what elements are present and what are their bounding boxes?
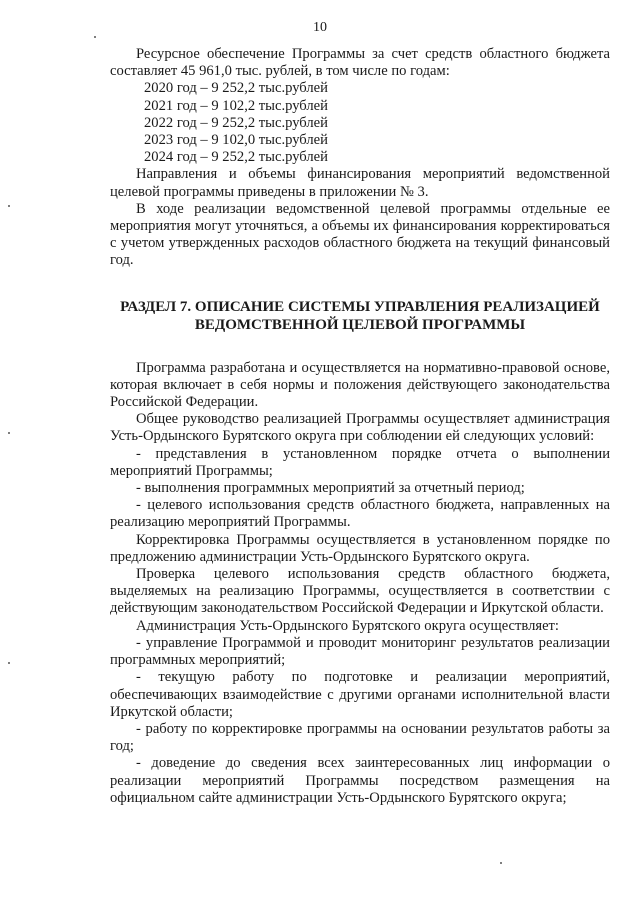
duty-item: - управление Программой и проводит мониторинг результатов реализации программных мероприятий; (110, 634, 610, 669)
scan-speck (500, 862, 502, 864)
general-management-paragraph: Общее руководство реализацией Программы осуществляет администрация Усть-Ордынского Бурятского округа при соблюдении ей следующих условий: (110, 411, 610, 445)
section-heading-line: РАЗДЕЛ 7. ОПИСАНИЕ СИСТЕМЫ УПРАВЛЕНИЯ РЕАЛИЗАЦИЕЙ (120, 298, 600, 315)
resource-paragraph: Ресурсное обеспечение Программы за счет средств областного бюджета составляет 45 961,0 тыс. рублей, в том числе по годам: (110, 46, 610, 80)
check-paragraph: Проверка целевого использования средств областного бюджета, выделяемых на реализацию Программы, осуществляется в соответствии с действующим законодательством Российской Федерации и Иркутской области. (110, 566, 610, 617)
scan-speck (94, 36, 96, 38)
condition-item: - целевого использования средств областного бюджета, направленных на реализацию мероприятий Программы. (110, 497, 610, 531)
year-line: 2020 год – 9 252,2 тыс.рублей (144, 80, 328, 97)
condition-item: - выполнения программных мероприятий за отчетный период; (136, 480, 525, 497)
developed-paragraph: Программа разработана и осуществляется на нормативно-правовой основе, которая включает в себя нормы и положения действующего законодательства Российской Федерации. (110, 359, 610, 411)
duty-item: - текущую работу по подготовке и реализации мероприятий, обеспечивающих взаимодействие с другими органами исполнительной власти Иркутской области; (110, 669, 610, 720)
adjustment-paragraph: Корректировка Программы осуществляется в установленном порядке по предложению администрации Усть-Ордынского Бурятского округа. (110, 531, 610, 565)
duties-list (110, 635, 610, 807)
page-number: 10 (313, 20, 327, 35)
course-paragraph: В ходе реализации ведомственной целевой программы отдельные ее мероприятия могут уточняться, а объемы их финансирования корректироваться с учетом утвержденных расходов областного бюджета на текущий финансовый год. (110, 200, 610, 269)
condition-item: - представления в установленном порядке отчета о выполнении мероприятий Программы; (110, 445, 610, 479)
duty-item: - доведение до сведения всех заинтересованных лиц информации о реализации мероприятий Программы посредством размещения на официальном сайте администрации Усть-Ордынского Бурятского округа; (110, 755, 610, 806)
scan-speck (8, 662, 10, 664)
page-body (110, 46, 610, 807)
conditions-list (110, 446, 610, 532)
duty-item: - работу по корректировке программы на основании результатов работы за год; (110, 720, 610, 755)
directions-paragraph: Направления и объемы финансирования мероприятий ведомственной целевой программы приведены в приложении № 3. (110, 166, 610, 200)
year-line: 2024 год – 9 252,2 тыс.рублей (144, 149, 328, 166)
section-heading-line: ВЕДОМСТВЕННОЙ ЦЕЛЕВОЙ ПРОГРАММЫ (194, 316, 526, 333)
scan-speck (8, 205, 10, 207)
year-line: 2023 год – 9 102,0 тыс.рублей (144, 132, 328, 149)
administration-paragraph: Администрация Усть-Ордынского Бурятского округа осуществляет: (136, 617, 559, 634)
years-list (110, 80, 610, 166)
section-heading (110, 298, 610, 334)
year-line: 2021 год – 9 102,2 тыс.рублей (144, 97, 328, 114)
scan-speck (8, 432, 10, 434)
year-line: 2022 год – 9 252,2 тыс.рублей (144, 114, 328, 131)
